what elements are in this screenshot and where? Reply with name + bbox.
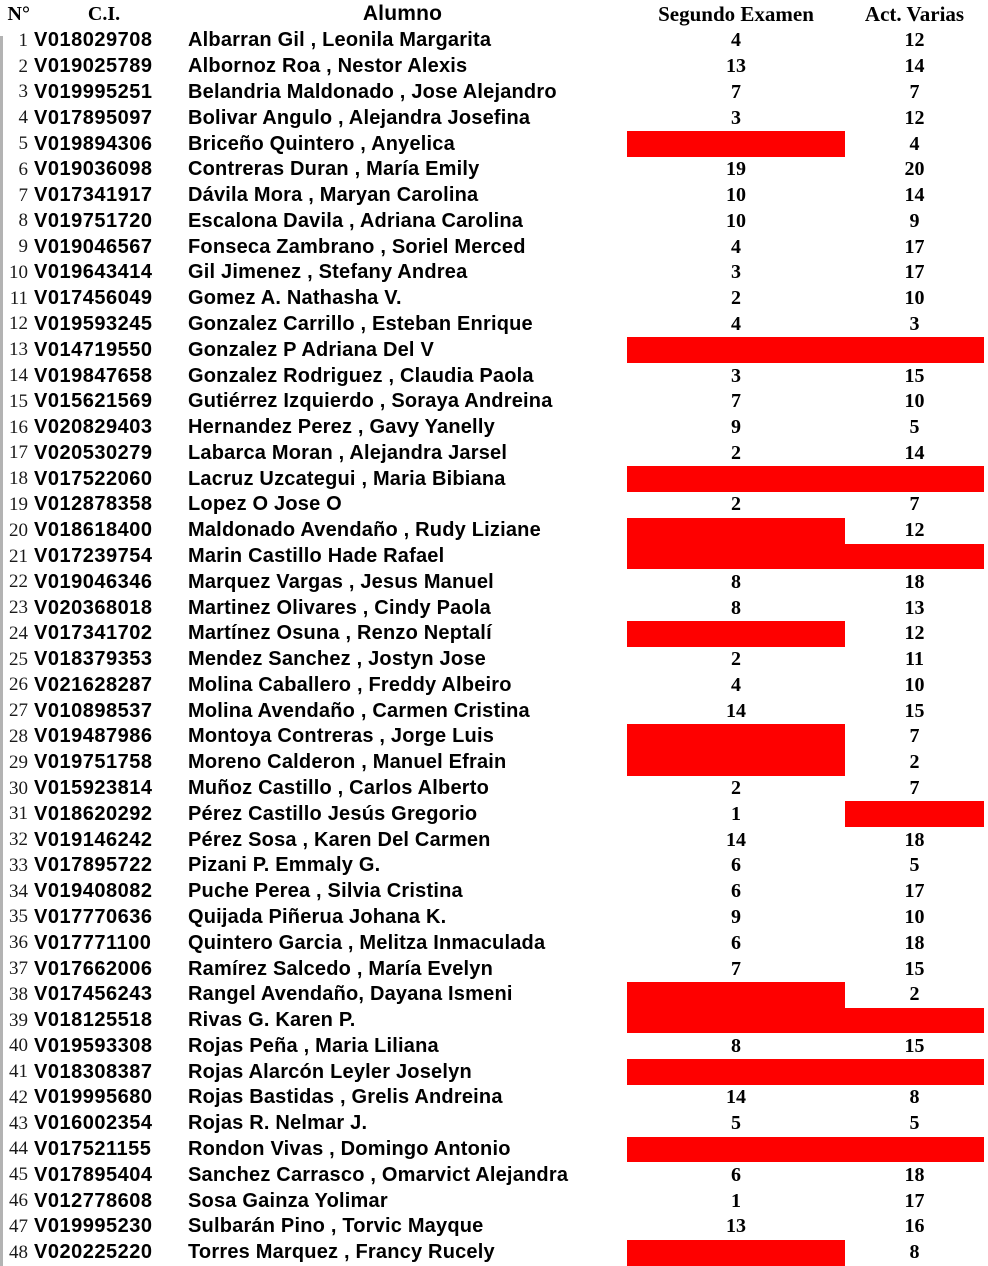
cell-segundo-examen: 2: [731, 648, 741, 671]
cell-ci: V017341702: [34, 622, 153, 645]
cell-segundo-examen: 13: [726, 55, 746, 78]
cell-act-varias: 12: [904, 519, 925, 542]
table-row: [0, 776, 988, 802]
cell-student-name: Dávila Mora , Maryan Carolina: [188, 184, 479, 207]
cell-ci: V017239754: [34, 545, 153, 568]
table-row: [0, 363, 988, 389]
cell-student-name: Rojas Peña , Maria Liliana: [188, 1034, 439, 1057]
cell-ci: V017895722: [34, 854, 153, 877]
table-row: [0, 492, 988, 518]
table-row: [0, 647, 988, 673]
cell-segundo-examen: 6: [731, 880, 741, 903]
cell-act-varias: 20: [904, 158, 925, 181]
cell-ci: V019146242: [34, 828, 153, 851]
cell-student-name: Hernandez Perez , Gavy Yanelly: [188, 416, 495, 439]
header-segundo-examen: Segundo Examen: [658, 1, 814, 26]
cell-act-varias: 9: [909, 209, 920, 232]
cell-student-name: Rojas Bastidas , Grelis Andreina: [188, 1086, 503, 1109]
table-row: [0, 286, 988, 312]
cell-ci: V017770636: [34, 905, 153, 928]
cell-student-name: Gonzalez Rodriguez , Claudia Paola: [188, 364, 534, 387]
cell-ci: V019894306: [34, 132, 153, 155]
header-student-name: Alumno: [362, 2, 443, 25]
cell-segundo-examen: 9: [731, 905, 741, 928]
cell-ci: V019593308: [34, 1034, 153, 1057]
cell-student-name: Belandria Maldonado , Jose Alejandro: [188, 80, 557, 103]
cell-segundo-examen: 4: [731, 29, 741, 52]
cell-student-name: Albornoz Roa , Nestor Alexis: [188, 55, 468, 78]
table-row: [0, 827, 988, 853]
missing-grade-bar: [845, 1008, 988, 1034]
cell-act-varias: 10: [904, 673, 925, 696]
table-row: [0, 930, 988, 956]
cell-student-name: Contreras Duran , María Emily: [188, 158, 480, 181]
table-row: [0, 337, 988, 363]
cell-ci: V019593245: [34, 312, 153, 335]
cell-ci: V019995251: [34, 80, 153, 103]
table-row: [0, 1008, 988, 1034]
cell-act-varias: 10: [904, 905, 925, 928]
cell-number: 43: [9, 1112, 28, 1134]
header-act-varias: Act. Varias: [864, 1, 965, 26]
cell-segundo-examen: 1: [731, 802, 741, 825]
cell-segundo-examen: 13: [726, 1215, 746, 1238]
cell-number: 7: [18, 184, 28, 206]
cell-ci: V019036098: [34, 158, 153, 181]
cell-act-varias: 14: [904, 441, 925, 464]
cell-segundo-examen: 1: [731, 1189, 741, 1212]
cell-ci: V017456049: [34, 287, 153, 310]
cell-ci: V019487986: [34, 725, 153, 748]
cell-student-name: Lacruz Uzcategui , Maria Bibiana: [188, 467, 506, 490]
table-row: [0, 982, 988, 1008]
cell-ci: V017662006: [34, 957, 153, 980]
cell-ci: V017522060: [34, 467, 153, 490]
cell-act-varias: 13: [904, 596, 925, 619]
cell-student-name: Rangel Avendaño, Dayana Ismeni: [188, 983, 513, 1006]
cell-student-name: Albarran Gil , Leonila Margarita: [188, 29, 492, 52]
cell-number: 47: [9, 1215, 28, 1237]
cell-student-name: Martínez Osuna , Renzo Neptalí: [188, 622, 492, 645]
cell-number: 25: [9, 648, 28, 670]
cell-number: 42: [9, 1086, 28, 1108]
cell-ci: V020225220: [34, 1241, 153, 1264]
cell-ci: V018125518: [34, 1009, 153, 1032]
cell-student-name: Rojas R. Nelmar J.: [188, 1112, 368, 1135]
cell-number: 14: [9, 365, 28, 387]
cell-number: 39: [9, 1009, 28, 1031]
cell-act-varias: 4: [909, 132, 920, 155]
cell-number: 10: [9, 261, 28, 283]
missing-grade-bar: [845, 1137, 988, 1163]
cell-number: 29: [9, 751, 28, 773]
cell-segundo-examen: 9: [731, 416, 741, 439]
cell-segundo-examen: 4: [731, 673, 741, 696]
table-header-row: [0, 0, 988, 28]
cell-ci: V016002354: [34, 1112, 153, 1135]
cell-student-name: Mendez Sanchez , Jostyn Jose: [188, 648, 486, 671]
header-ci: C.I.: [87, 2, 121, 25]
cell-act-varias: 15: [904, 699, 925, 722]
cell-segundo-examen: 2: [731, 493, 741, 516]
table-row: [0, 1033, 988, 1059]
table-row: [0, 415, 988, 441]
cell-segundo-examen: 10: [726, 184, 746, 207]
cell-number: 37: [9, 958, 28, 980]
cell-ci: V017895404: [34, 1163, 153, 1186]
table-row: [0, 698, 988, 724]
cell-number: 11: [9, 287, 28, 309]
cell-segundo-examen: 8: [731, 570, 741, 593]
cell-student-name: Muñoz Castillo , Carlos Alberto: [188, 777, 490, 800]
cell-student-name: Sanchez Carrasco , Omarvict Alejandra: [188, 1163, 569, 1186]
cell-student-name: Marquez Vargas , Jesus Manuel: [188, 570, 494, 593]
cell-student-name: Fonseca Zambrano , Soriel Merced: [188, 235, 526, 258]
table-row: [0, 1059, 988, 1085]
cell-ci: V017456243: [34, 983, 153, 1006]
cell-ci: V018620292: [34, 802, 153, 825]
cell-student-name: Lopez O Jose O: [188, 493, 342, 516]
table-row: [0, 234, 988, 260]
cell-number: 19: [9, 493, 28, 515]
cell-number: 36: [9, 932, 28, 954]
cell-student-name: Escalona Davila , Adriana Carolina: [188, 209, 524, 232]
cell-ci: V010898537: [34, 699, 153, 722]
table-row: [0, 312, 988, 338]
cell-act-varias: 3: [909, 312, 920, 335]
cell-student-name: Bolivar Angulo , Alejandra Josefina: [188, 106, 531, 129]
cell-ci: V021628287: [34, 673, 153, 696]
cell-student-name: Torres Marquez , Francy Rucely: [188, 1241, 495, 1264]
cell-segundo-examen: 14: [726, 699, 746, 722]
cell-number: 9: [18, 236, 28, 258]
cell-ci: V017771100: [34, 931, 152, 954]
missing-grade-bar: [627, 724, 845, 750]
cell-ci: V019025789: [34, 55, 153, 78]
cell-segundo-examen: 5: [731, 1112, 741, 1135]
header-number: N°: [7, 2, 30, 25]
missing-grade-bar: [845, 466, 988, 492]
cell-number: 5: [18, 133, 28, 155]
cell-segundo-examen: 7: [731, 80, 741, 103]
cell-act-varias: 18: [904, 570, 925, 593]
cell-number: 6: [18, 158, 28, 180]
cell-act-varias: 2: [909, 983, 920, 1006]
cell-ci: V019847658: [34, 364, 153, 387]
cell-student-name: Marin Castillo Hade Rafael: [188, 545, 445, 568]
cell-act-varias: 17: [904, 261, 925, 284]
cell-student-name: Briceño Quintero , Anyelica: [188, 132, 455, 155]
cell-student-name: Pérez Castillo Jesús Gregorio: [188, 802, 478, 825]
cell-student-name: Quintero Garcia , Melitza Inmaculada: [188, 931, 546, 954]
cell-act-varias: 5: [909, 854, 920, 877]
missing-grade-bar: [627, 337, 845, 363]
cell-act-varias: 8: [909, 1241, 920, 1264]
cell-student-name: Martinez Olivares , Cindy Paola: [188, 596, 491, 619]
cell-segundo-examen: 6: [731, 1163, 741, 1186]
cell-number: 4: [18, 107, 28, 129]
cell-act-varias: 12: [904, 29, 925, 52]
cell-student-name: Gonzalez P Adriana Del V: [188, 338, 434, 361]
cell-act-varias: 17: [904, 235, 925, 258]
cell-student-name: Gonzalez Carrillo , Esteban Enrique: [188, 312, 533, 335]
cell-segundo-examen: 14: [726, 1086, 746, 1109]
table-row: [0, 466, 988, 492]
cell-ci: V019751720: [34, 209, 153, 232]
cell-act-varias: 5: [909, 1112, 920, 1135]
table-row: [0, 157, 988, 183]
missing-grade-bar: [627, 1008, 845, 1034]
cell-act-varias: 10: [904, 287, 925, 310]
cell-ci: V014719550: [34, 338, 153, 361]
table-row: [0, 105, 988, 131]
cell-number: 18: [9, 468, 28, 490]
cell-number: 45: [9, 1164, 28, 1186]
cell-number: 17: [9, 442, 28, 464]
cell-act-varias: 11: [905, 648, 924, 671]
cell-number: 13: [9, 339, 28, 361]
cell-act-varias: 2: [909, 751, 920, 774]
missing-grade-bar: [627, 621, 845, 647]
cell-segundo-examen: 3: [731, 364, 741, 387]
cell-number: 1: [18, 29, 28, 51]
missing-grade-bar: [627, 750, 845, 776]
cell-segundo-examen: 10: [726, 209, 746, 232]
cell-ci: V012878358: [34, 493, 153, 516]
cell-number: 26: [9, 674, 28, 696]
missing-grade-bar: [627, 1240, 845, 1266]
cell-act-varias: 18: [904, 931, 925, 954]
table-row: [0, 544, 988, 570]
missing-grade-bar: [627, 982, 845, 1008]
cell-number: 27: [9, 700, 28, 722]
cell-ci: V020829403: [34, 416, 153, 439]
cell-number: 46: [9, 1190, 28, 1212]
cell-ci: V018308387: [34, 1060, 153, 1083]
cell-ci: V019046346: [34, 570, 153, 593]
cell-student-name: Molina Caballero , Freddy Albeiro: [188, 673, 512, 696]
cell-number: 30: [9, 777, 28, 799]
cell-number: 32: [9, 829, 28, 851]
cell-act-varias: 14: [904, 184, 925, 207]
table-row: [0, 905, 988, 931]
cell-number: 22: [9, 571, 28, 593]
cell-act-varias: 7: [909, 777, 920, 800]
cell-ci: V015923814: [34, 777, 153, 800]
cell-act-varias: 7: [909, 725, 920, 748]
cell-act-varias: 14: [904, 55, 925, 78]
cell-ci: V018029708: [34, 29, 153, 52]
cell-act-varias: 7: [909, 80, 920, 103]
table-body: [0, 28, 988, 1266]
cell-number: 31: [9, 803, 28, 825]
cell-segundo-examen: 8: [731, 1034, 741, 1057]
missing-grade-bar: [627, 131, 845, 157]
cell-act-varias: 12: [904, 622, 925, 645]
table-row: [0, 441, 988, 467]
cell-segundo-examen: 4: [731, 235, 741, 258]
table-row: [0, 750, 988, 776]
table-row: [0, 389, 988, 415]
cell-act-varias: 8: [909, 1086, 920, 1109]
missing-grade-bar: [627, 1059, 845, 1085]
cell-act-varias: 16: [904, 1215, 925, 1238]
cell-student-name: Pérez Sosa , Karen Del Carmen: [188, 828, 491, 851]
table-row: [0, 208, 988, 234]
table-row: [0, 80, 988, 106]
table-row: [0, 621, 988, 647]
cell-segundo-examen: 14: [726, 828, 746, 851]
cell-ci: V018379353: [34, 648, 153, 671]
missing-grade-bar: [845, 1059, 988, 1085]
cell-number: 24: [9, 622, 28, 644]
table-row: [0, 569, 988, 595]
cell-number: 38: [9, 983, 28, 1005]
cell-number: 12: [9, 313, 28, 335]
table-row: [0, 28, 988, 54]
cell-segundo-examen: 7: [731, 957, 741, 980]
cell-act-varias: 17: [904, 1189, 925, 1212]
table-row: [0, 801, 988, 827]
table-row: [0, 673, 988, 699]
cell-segundo-examen: 3: [731, 261, 741, 284]
table-row: [0, 1162, 988, 1188]
cell-segundo-examen: 7: [731, 390, 741, 413]
table-row: [0, 1085, 988, 1111]
cell-segundo-examen: 2: [731, 287, 741, 310]
cell-student-name: Quijada Piñerua Johana K.: [188, 905, 447, 928]
cell-ci: V020368018: [34, 596, 153, 619]
table-row: [0, 518, 988, 544]
table-row: [0, 724, 988, 750]
cell-ci: V017521155: [34, 1137, 152, 1160]
table-row: [0, 956, 988, 982]
cell-act-varias: 12: [904, 106, 925, 129]
table-row: [0, 131, 988, 157]
table-row: [0, 54, 988, 80]
cell-number: 23: [9, 597, 28, 619]
cell-ci: V017341917: [34, 184, 153, 207]
table-row: [0, 1240, 988, 1266]
cell-segundo-examen: 4: [731, 312, 741, 335]
cell-number: 28: [9, 725, 28, 747]
cell-ci: V019408082: [34, 880, 153, 903]
cell-ci: V019046567: [34, 235, 153, 258]
cell-number: 44: [9, 1138, 28, 1160]
table-row: [0, 183, 988, 209]
cell-ci: V017895097: [34, 106, 153, 129]
missing-grade-bar: [845, 801, 988, 827]
cell-segundo-examen: 2: [731, 777, 741, 800]
cell-number: 40: [9, 1035, 28, 1057]
table-row: [0, 1137, 988, 1163]
cell-student-name: Moreno Calderon , Manuel Efrain: [188, 751, 507, 774]
cell-segundo-examen: 2: [731, 441, 741, 464]
cell-number: 15: [9, 390, 28, 412]
cell-segundo-examen: 3: [731, 106, 741, 129]
cell-student-name: Molina Avendaño , Carmen Cristina: [188, 699, 530, 722]
cell-number: 48: [9, 1241, 28, 1263]
cell-number: 34: [9, 880, 28, 902]
cell-student-name: Gomez A. Nathasha V.: [188, 287, 402, 310]
cell-student-name: Sulbarán Pino , Torvic Mayque: [188, 1215, 484, 1238]
cell-act-varias: 5: [909, 416, 920, 439]
cell-act-varias: 15: [904, 1034, 925, 1057]
table-row: [0, 595, 988, 621]
cell-segundo-examen: 8: [731, 596, 741, 619]
cell-ci: V020530279: [34, 441, 153, 464]
cell-student-name: Montoya Contreras , Jorge Luis: [188, 725, 495, 748]
cell-student-name: Labarca Moran , Alejandra Jarsel: [188, 441, 508, 464]
cell-ci: V019751758: [34, 751, 153, 774]
cell-segundo-examen: 6: [731, 854, 741, 877]
cell-ci: V019995230: [34, 1215, 153, 1238]
cell-segundo-examen: 6: [731, 931, 741, 954]
cell-number: 2: [18, 55, 28, 77]
cell-act-varias: 10: [904, 390, 925, 413]
cell-student-name: Puche Perea , Silvia Cristina: [188, 880, 463, 903]
table-row: [0, 853, 988, 879]
cell-ci: V015621569: [34, 390, 153, 413]
cell-student-name: Sosa Gainza Yolimar: [188, 1189, 388, 1212]
table-row: [0, 879, 988, 905]
cell-number: 21: [9, 545, 28, 567]
cell-number: 33: [9, 854, 28, 876]
cell-student-name: Maldonado Avendaño , Rudy Liziane: [188, 519, 541, 542]
cell-ci: V019995680: [34, 1086, 153, 1109]
cell-student-name: Gil Jimenez , Stefany Andrea: [188, 261, 468, 284]
table-row: [0, 1188, 988, 1214]
table-row: [0, 1214, 988, 1240]
cell-number: 16: [9, 416, 28, 438]
cell-act-varias: 17: [904, 880, 925, 903]
cell-student-name: Rivas G. Karen P.: [188, 1009, 356, 1032]
cell-ci: V018618400: [34, 519, 153, 542]
missing-grade-bar: [627, 518, 845, 544]
cell-number: 3: [18, 81, 28, 103]
cell-number: 35: [9, 906, 28, 928]
missing-grade-bar: [845, 337, 988, 363]
cell-number: 41: [9, 1061, 28, 1083]
cell-student-name: Pizani P. Emmaly G.: [188, 854, 381, 877]
cell-number: 8: [18, 210, 28, 232]
cell-student-name: Gutiérrez Izquierdo , Soraya Andreina: [188, 390, 553, 413]
table-row: [0, 260, 988, 286]
table-row: [0, 1111, 988, 1137]
cell-act-varias: 15: [904, 364, 925, 387]
missing-grade-bar: [627, 544, 845, 570]
missing-grade-bar: [627, 466, 845, 492]
cell-act-varias: 18: [904, 828, 925, 851]
cell-student-name: Rojas Alarcón Leyler Joselyn: [188, 1060, 472, 1083]
cell-act-varias: 18: [904, 1163, 925, 1186]
cell-student-name: Ramírez Salcedo , María Evelyn: [188, 957, 494, 980]
cell-act-varias: 7: [909, 493, 920, 516]
cell-ci: V019643414: [34, 261, 153, 284]
missing-grade-bar: [845, 544, 988, 570]
cell-number: 20: [9, 519, 28, 541]
cell-act-varias: 15: [904, 957, 925, 980]
cell-ci: V012778608: [34, 1189, 153, 1212]
cell-segundo-examen: 19: [726, 158, 746, 181]
missing-grade-bar: [627, 1137, 845, 1163]
cell-student-name: Rondon Vivas , Domingo Antonio: [188, 1137, 511, 1160]
